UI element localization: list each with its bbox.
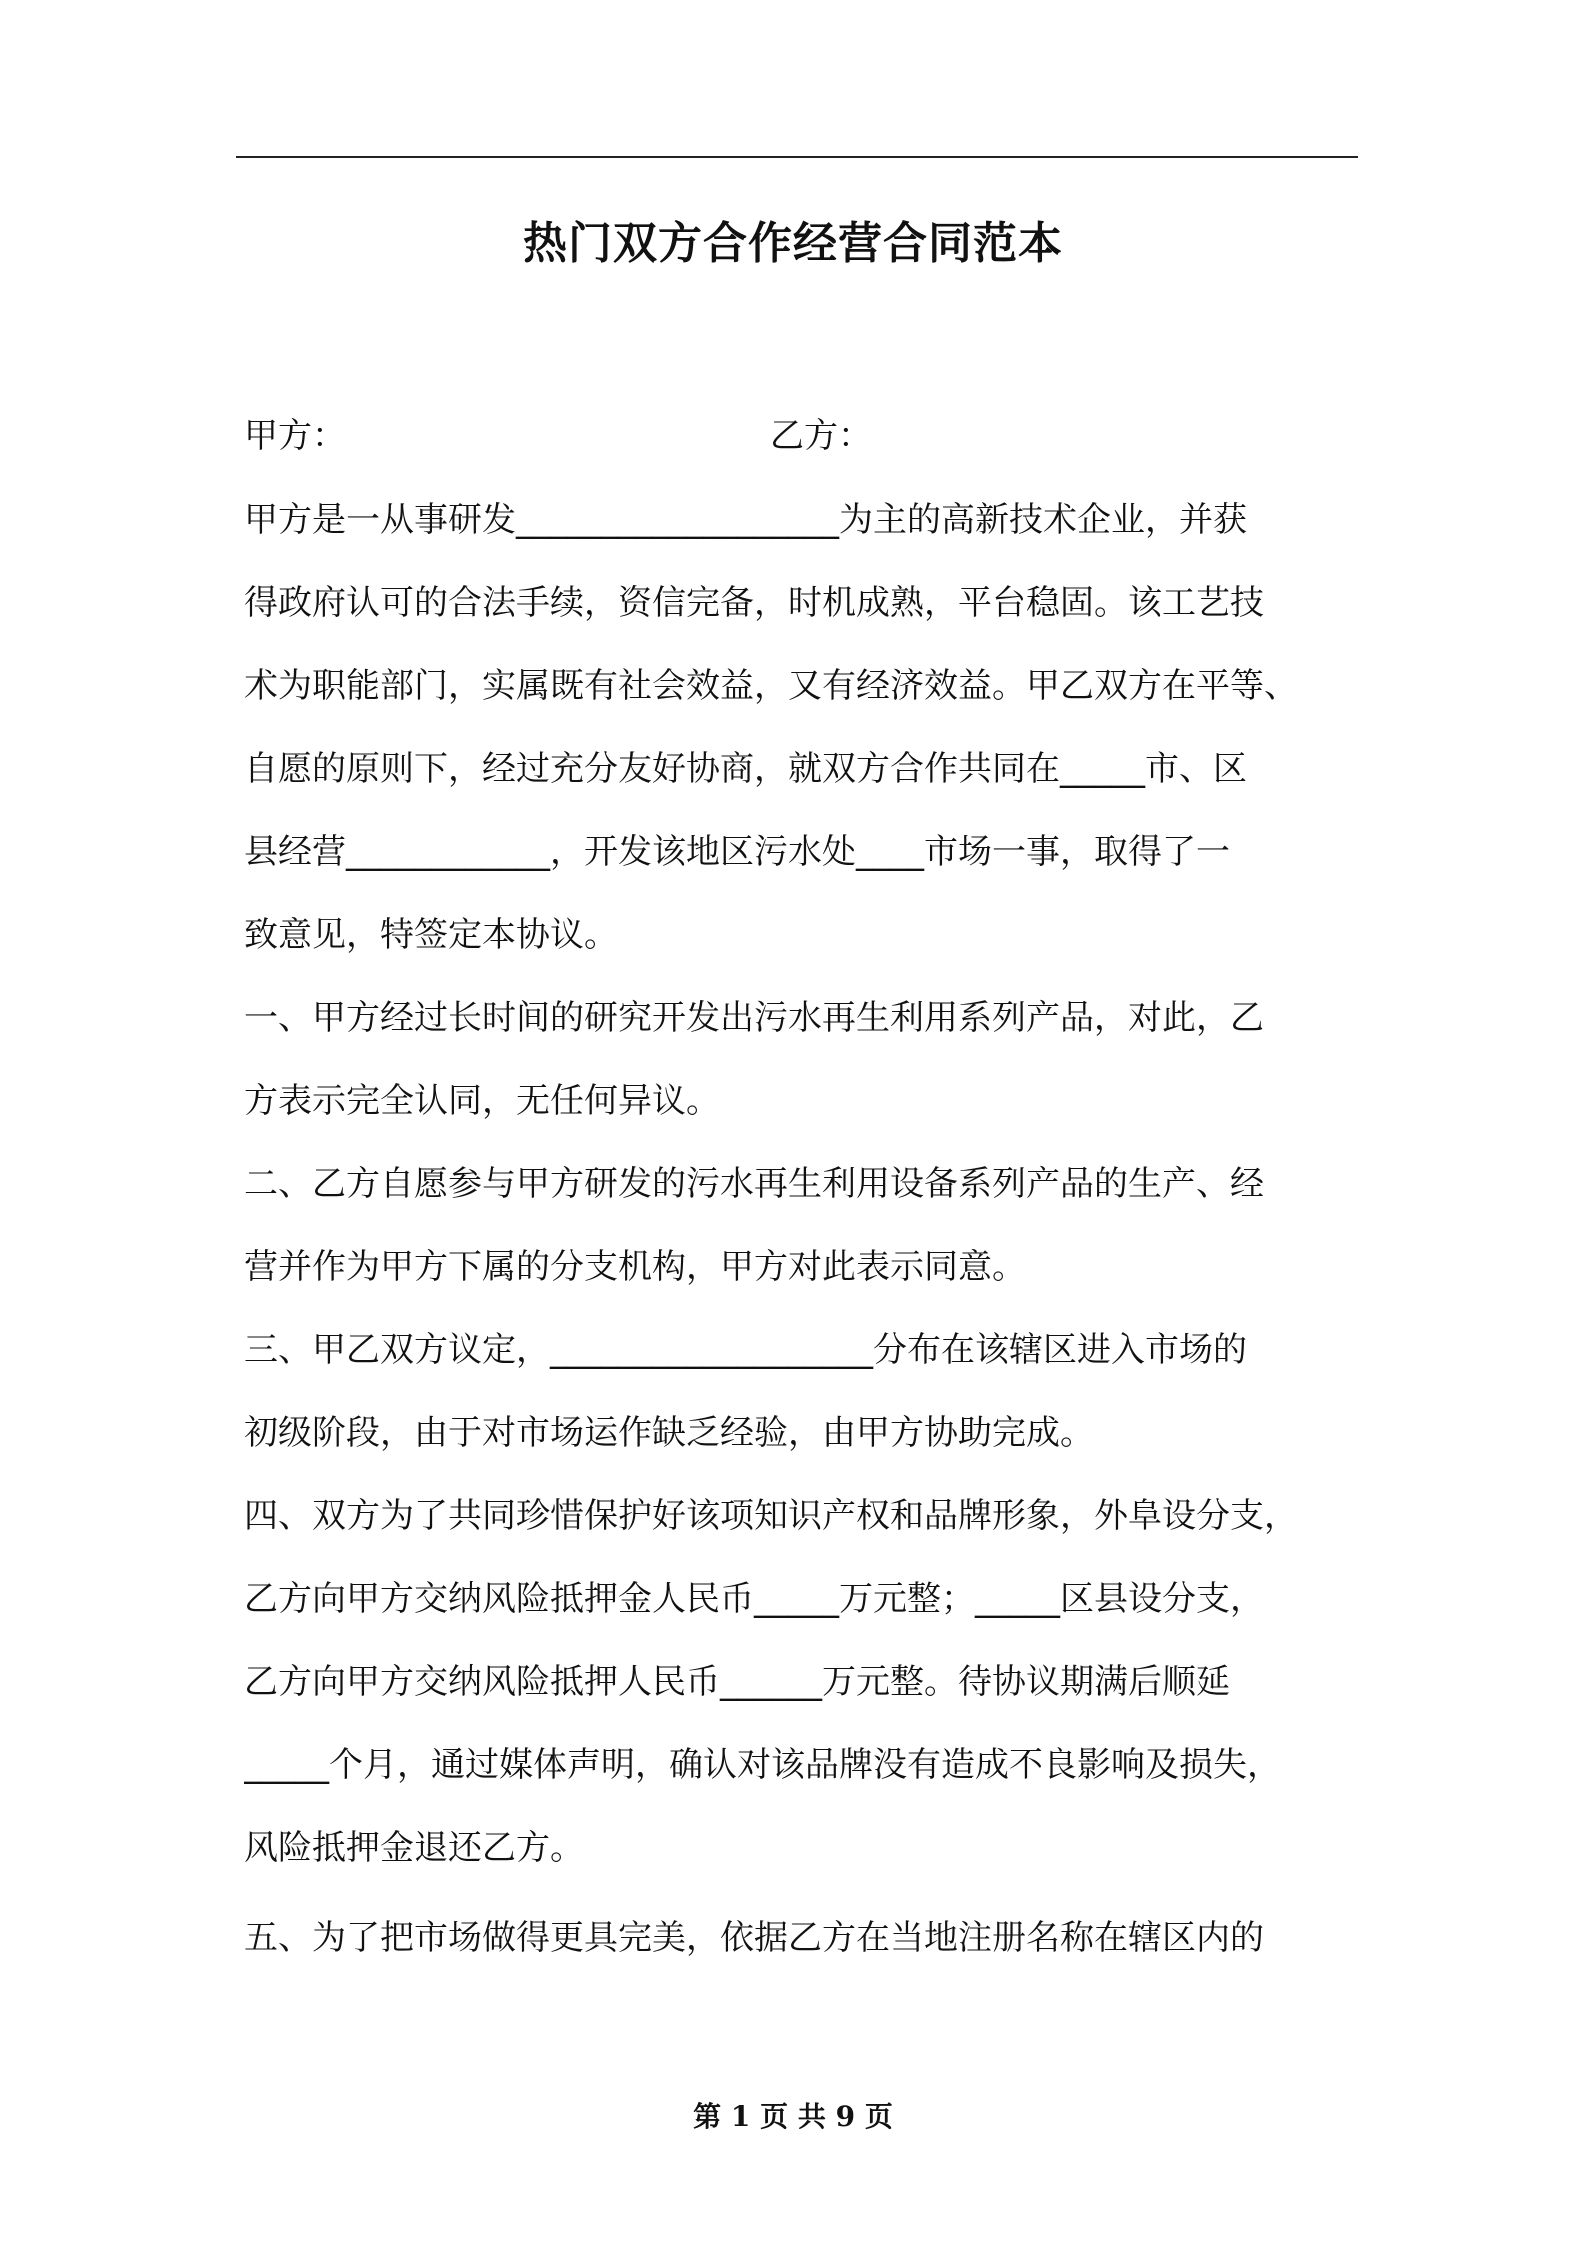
body-line-7: 一、甲方经过长时间的研究开发出污水再生利用系列产品，对此，乙 xyxy=(244,998,1264,1038)
header-rule xyxy=(236,156,1358,158)
page-number-footer: 第 1 页 共 9 页 xyxy=(693,2100,893,2133)
body-line-10: 营并作为甲方下属的分支机构，甲方对此表示同意。 xyxy=(244,1247,1026,1287)
body-line-4: 自愿的原则下，经过充分友好协商，就双方合作共同在_____市、区 xyxy=(244,749,1247,789)
body-line-9: 二、乙方自愿参与甲方研发的污水再生利用设备系列产品的生产、经 xyxy=(244,1164,1264,1204)
body-line-1: 甲方是一从事研发___________________为主的高新技术企业，并获 xyxy=(244,500,1247,540)
body-line-18: 五、为了把市场做得更具完美，依据乙方在当地注册名称在辖区内的 xyxy=(244,1918,1264,1958)
body-line-2: 得政府认可的合法手续，资信完备，时机成熟，平台稳固。该工艺技 xyxy=(244,583,1264,623)
party-b-label: 乙方： xyxy=(770,416,872,456)
body-line-14: 乙方向甲方交纳风险抵押金人民币_____万元整；_____区县设分支， xyxy=(244,1579,1264,1619)
party-a-label: 甲方： xyxy=(244,416,346,456)
body-line-12: 初级阶段，由于对市场运作缺乏经验，由甲方协助完成。 xyxy=(244,1413,1094,1453)
body-line-13: 四、双方为了共同珍惜保护好该项知识产权和品牌形象，外阜设分支， xyxy=(244,1496,1298,1536)
document-title: 热门双方合作经营合同范本 xyxy=(523,218,1063,269)
body-line-3: 术为职能部门，实属既有社会效益，又有经济效益。甲乙双方在平等、 xyxy=(244,666,1298,706)
body-line-6: 致意见，特签定本协议。 xyxy=(244,915,618,955)
body-line-5: 县经营____________，开发该地区污水处____市场一事，取得了一 xyxy=(244,832,1230,872)
body-line-11: 三、甲乙双方议定，___________________分布在该辖区进入市场的 xyxy=(244,1330,1247,1370)
body-line-15: 乙方向甲方交纳风险抵押人民币______万元整。待协议期满后顺延 xyxy=(244,1662,1230,1702)
body-line-16: _____个月，通过媒体声明，确认对该品牌没有造成不良影响及损失， xyxy=(244,1745,1281,1785)
body-line-8: 方表示完全认同，无任何异议。 xyxy=(244,1081,720,1121)
body-line-17: 风险抵押金退还乙方。 xyxy=(244,1828,584,1868)
